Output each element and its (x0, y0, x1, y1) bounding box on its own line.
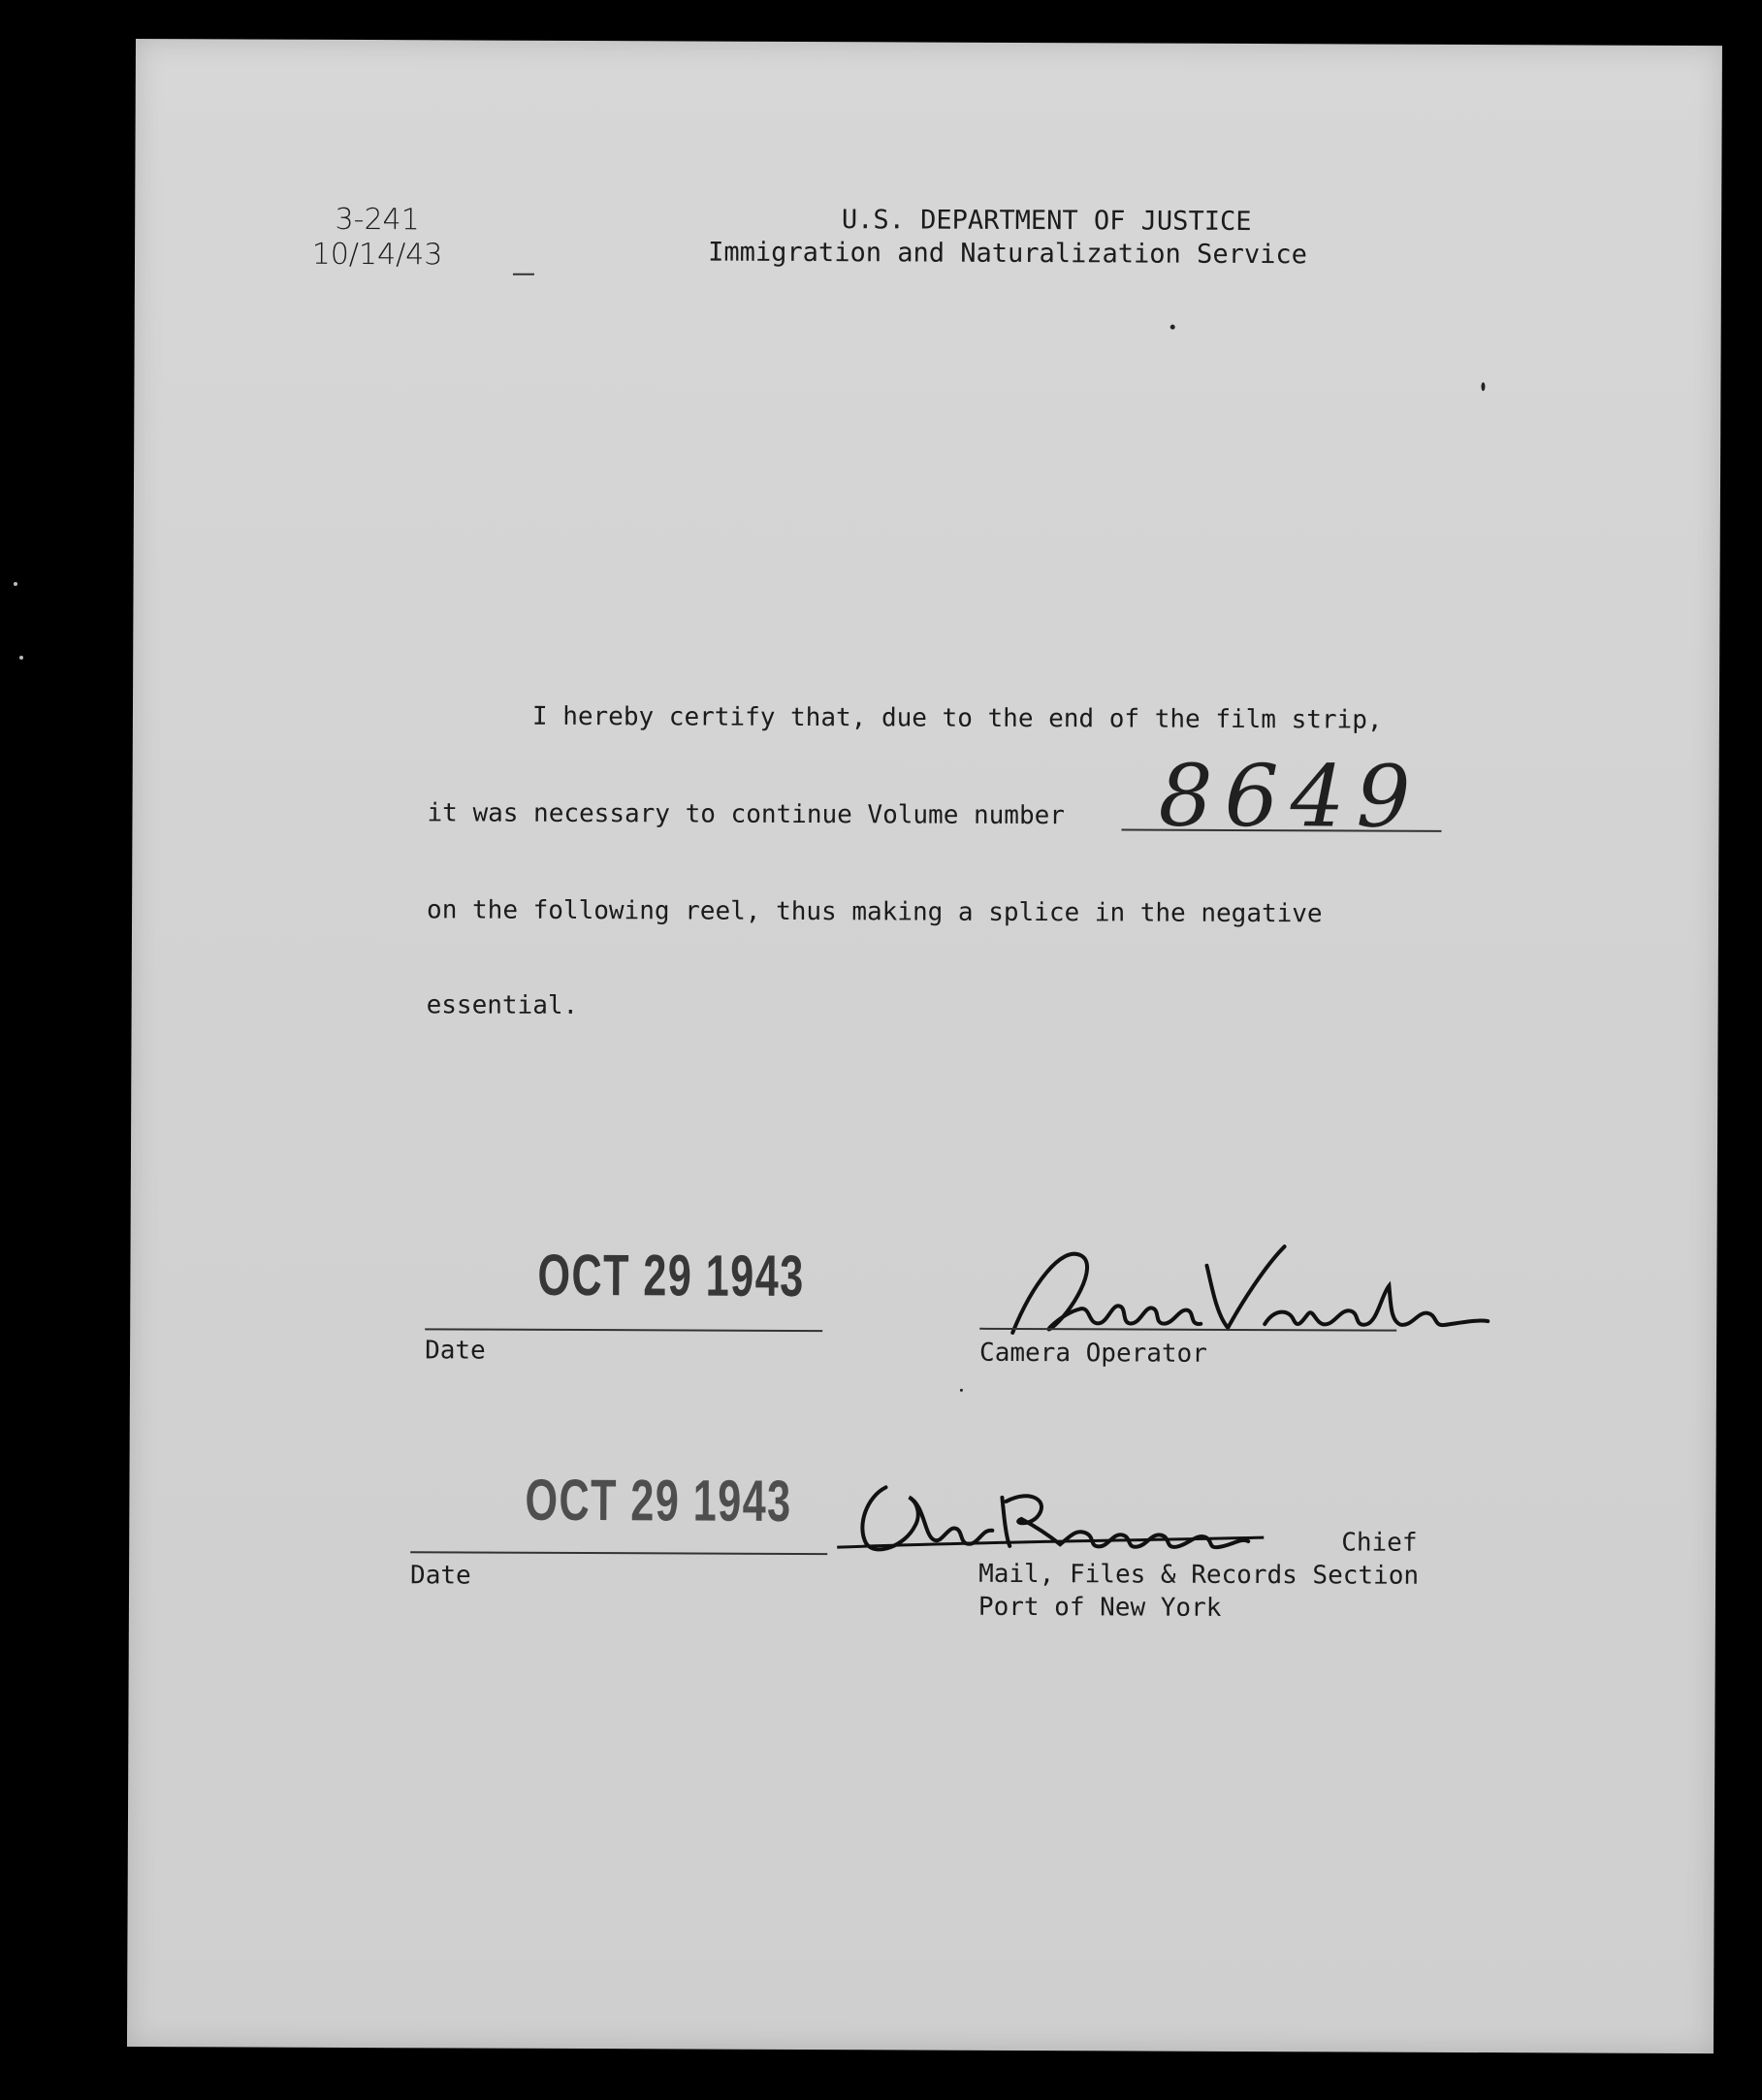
volume-number-handwritten: 8649 (1158, 745, 1423, 847)
chief-signature (827, 1458, 1370, 1567)
certification-line-1: I hereby certify that, due to the end of the film strip, (531, 701, 1383, 735)
section-label: Mail, Files & Records Section (978, 1559, 1420, 1591)
film-edge-speck (19, 656, 23, 660)
form-date: 10/14/43 (311, 237, 443, 273)
dust-speck (1481, 382, 1485, 391)
certification-line-4: essential. (426, 990, 579, 1020)
date-stamp-2: OCT 29 1943 (525, 1467, 792, 1534)
dust-speck (960, 1389, 963, 1392)
dust-speck (1170, 325, 1175, 330)
department-heading: U.S. DEPARTMENT OF JUSTICE (841, 205, 1252, 238)
port-label: Port of New York (977, 1592, 1222, 1623)
date-stamp-1: OCT 29 1943 (537, 1242, 805, 1309)
date-label-2: Date (410, 1561, 471, 1591)
chief-title-label: Chief (1341, 1528, 1418, 1558)
camera-operator-label: Camera Operator (979, 1338, 1207, 1369)
certification-line-3: on the following reel, thus making a splice in the negative (427, 895, 1323, 929)
certification-line-2: it was necessary to continue Volume number (427, 798, 1066, 831)
form-number: 3-241 (335, 202, 420, 238)
camera-operator-signature (974, 1226, 1673, 1355)
stray-dash-mark (513, 274, 534, 275)
date-line-1 (425, 1328, 822, 1332)
date-label-1: Date (425, 1336, 486, 1366)
date-line-2 (410, 1551, 827, 1555)
form-code (304, 203, 450, 274)
document-page (127, 39, 1722, 2053)
film-edge-speck (14, 582, 17, 586)
service-heading: Immigration and Naturalization Service (708, 237, 1307, 271)
